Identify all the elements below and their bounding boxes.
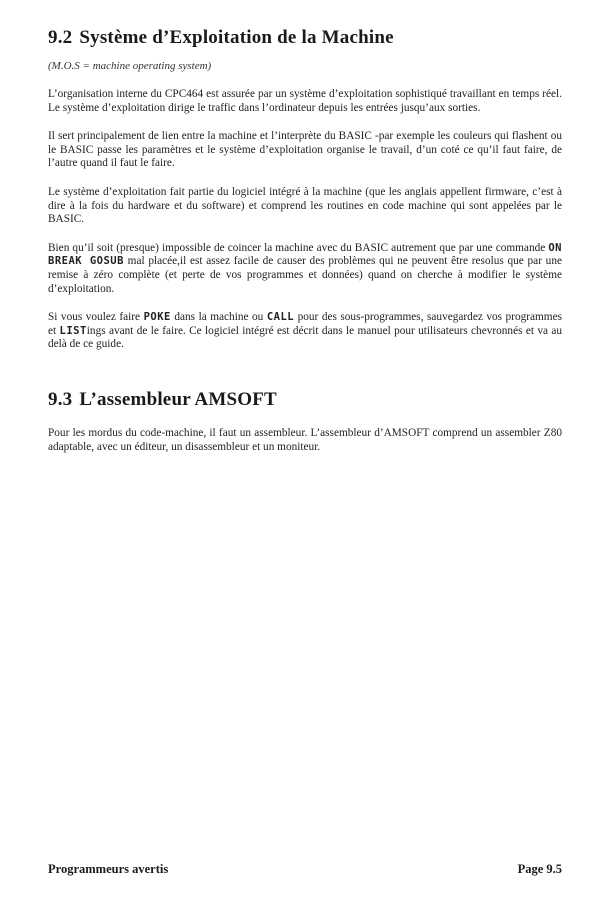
- paragraph: L’organisation interne du CPC464 est assurée par un système d’exploitation sophistiqué travaillant en temps réel. Le système d’exploitation dirige le traffic dans l’ordinateur depuis les entrées jusqu’aux sorties.: [48, 88, 562, 114]
- page-footer: [48, 862, 562, 882]
- paragraph: [48, 311, 562, 352]
- basic-command: CALL: [266, 311, 295, 324]
- section-title: L’assembleur AMSOFT: [79, 388, 277, 410]
- text-run: Bien qu’il soit (presque) impossible de coincer la machine avec du BASIC autrement que par une commande: [48, 241, 549, 254]
- paragraph: Il sert principalement de lien entre la machine et l’interprète du BASIC -par exemple les couleurs qui flashent ou le BASIC passe les paramètres et le système d’exploitation organise le travail, d’un coté ce qu’il faut faire, de l’autre quand il faut le faire.: [48, 130, 562, 170]
- section-subtitle: (M.O.S = machine operating system): [48, 60, 212, 72]
- paragraph: [48, 242, 562, 296]
- section-9-3: [48, 388, 562, 454]
- paragraph: Pour les mordus du code-machine, il faut un assembleur. L’assembleur d’AMSOFT comprend un assembler Z80 adaptable, avec un éditeur, un disassembleur et un moniteur.: [48, 426, 562, 453]
- section-heading-9-3: [48, 388, 562, 412]
- section-heading-9-2: [48, 26, 562, 50]
- text-run: ings avant de le faire. Ce logiciel intégré est décrit dans le manuel pour utilisateurs chevronnés et va au delà de ce guide.: [48, 324, 562, 351]
- section-number: 9.3: [48, 388, 73, 410]
- page-content: [48, 26, 562, 454]
- basic-command: ON BREAK GOSUB: [48, 241, 562, 268]
- text-run: dans la machine ou: [170, 311, 267, 324]
- text-run: Si vous voulez faire: [48, 311, 144, 324]
- section-title: Système d’Exploitation de la Machine: [79, 27, 394, 48]
- text-run: pour des sous-programmes, sauvegardez vos programmes et: [48, 311, 563, 337]
- section-number: 9.2: [48, 27, 73, 48]
- text-run: mal placée,il est assez facile de causer des problèmes qui ne peuvent être resolus que par une remise à zéro complète (et perte de vos programmes et données) quand on cherche à modifier le système d’exploitation.: [48, 255, 562, 295]
- footer-chapter-title: Programmeurs avertis: [48, 862, 169, 876]
- page-number: Page 9.5: [517, 862, 562, 876]
- basic-command: LIST: [59, 324, 87, 337]
- basic-command: POKE: [143, 311, 171, 324]
- paragraph: Le système d’exploitation fait partie du logiciel intégré à la machine (que les anglais appellent firmware, c’est à dire à la fois du hardware et du software) et comprend les routines en code machine qui sont appelées par le BASIC.: [48, 185, 562, 226]
